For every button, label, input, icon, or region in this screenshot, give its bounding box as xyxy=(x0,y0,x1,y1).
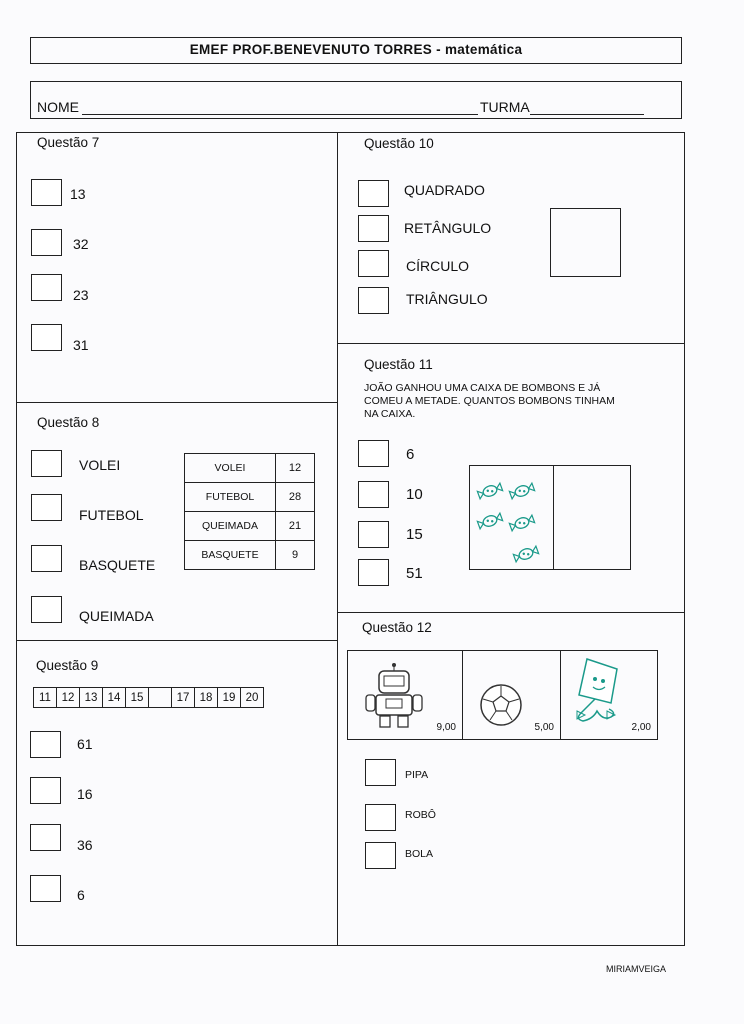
q8-option-2: FUTEBOL xyxy=(79,507,144,523)
q7-title: Questão 7 xyxy=(37,135,100,150)
table-row xyxy=(185,541,315,570)
q11-checkbox-4[interactable] xyxy=(358,559,389,586)
sequence-cell-missing[interactable] xyxy=(149,688,172,708)
square-shape xyxy=(550,208,621,277)
q10-title: Questão 10 xyxy=(364,136,434,151)
name-label: NOME xyxy=(37,99,79,115)
table-cell-value: 9 xyxy=(276,541,315,570)
q7-option-1: 13 xyxy=(70,186,86,202)
q11-checkbox-1[interactable] xyxy=(358,440,389,467)
toy-price: 5,00 xyxy=(534,722,554,733)
q10-option-1: QUADRADO xyxy=(404,182,485,198)
class-line[interactable] xyxy=(530,114,644,115)
class-label: TURMA xyxy=(480,99,530,115)
q12-checkbox-2[interactable] xyxy=(365,804,396,831)
divider-q8-q9 xyxy=(16,640,337,641)
q12-checkbox-1[interactable] xyxy=(365,759,396,786)
q12-option-2: ROBÔ xyxy=(405,809,436,821)
q9-number-sequence xyxy=(33,687,264,708)
q7-option-2: 32 xyxy=(73,236,89,252)
q10-option-3: CÍRCULO xyxy=(406,258,470,274)
column-divider xyxy=(337,132,338,946)
q11-prompt-line-2: COMEU A METADE. QUANTOS BOMBONS TINHAM xyxy=(364,395,615,407)
sequence-cell: 13 xyxy=(80,688,103,708)
q9-title: Questão 9 xyxy=(36,658,99,673)
author-credit: MIRIAMVEIGA xyxy=(606,964,667,974)
table-cell-value: 21 xyxy=(276,512,315,541)
q8-option-3: BASQUETE xyxy=(79,557,156,573)
toy-cell-ball xyxy=(463,651,561,740)
q7-option-4: 31 xyxy=(73,337,89,353)
toy-price: 2,00 xyxy=(631,722,651,733)
q11-option-4: 51 xyxy=(406,565,423,582)
q8-checkbox-2[interactable] xyxy=(31,494,62,521)
q7-option-3: 23 xyxy=(73,287,89,303)
q9-option-4: 6 xyxy=(77,887,85,903)
q10-checkbox-2[interactable] xyxy=(358,215,389,242)
kite-icon xyxy=(567,655,631,727)
q8-checkbox-4[interactable] xyxy=(31,596,62,623)
q11-prompt-line-3: NA CAIXA. xyxy=(364,408,416,420)
sequence-cell: 20 xyxy=(241,688,264,708)
candy-box-divider xyxy=(553,466,554,569)
table-cell-value: 12 xyxy=(276,454,315,483)
table-cell-label: FUTEBOL xyxy=(185,483,276,512)
toy-cell-kite xyxy=(561,651,658,740)
q10-checkbox-3[interactable] xyxy=(358,250,389,277)
robot-icon xyxy=(364,663,424,731)
q10-option-2: RETÂNGULO xyxy=(404,220,492,236)
sequence-cell: 11 xyxy=(34,688,57,708)
table-row xyxy=(185,512,315,541)
divider-q11-q12 xyxy=(337,612,685,613)
q9-checkbox-2[interactable] xyxy=(30,777,61,804)
q12-toy-prices xyxy=(347,650,658,740)
name-line[interactable] xyxy=(82,114,478,115)
divider-q10-q11 xyxy=(337,343,685,344)
q7-checkbox-2[interactable] xyxy=(31,229,62,256)
sequence-cell: 12 xyxy=(57,688,80,708)
q8-checkbox-1[interactable] xyxy=(31,450,62,477)
q8-data-table xyxy=(184,453,315,570)
q11-checkbox-3[interactable] xyxy=(358,521,389,548)
q11-prompt xyxy=(364,382,615,421)
q9-option-2: 16 xyxy=(77,786,93,802)
q11-option-1: 6 xyxy=(406,446,415,463)
q11-prompt-line-1: JOÃO GANHOU UMA CAIXA DE BOMBONS E JÁ xyxy=(364,382,601,394)
q8-option-4: QUEIMADA xyxy=(79,608,154,624)
q9-checkbox-4[interactable] xyxy=(30,875,61,902)
table-cell-label: BASQUETE xyxy=(185,541,276,570)
table-row xyxy=(185,483,315,512)
divider-q7-q8 xyxy=(16,402,337,403)
q12-checkbox-3[interactable] xyxy=(365,842,396,869)
q10-checkbox-4[interactable] xyxy=(358,287,389,314)
table-cell-label: VOLEI xyxy=(185,454,276,483)
sequence-cell: 18 xyxy=(195,688,218,708)
q8-option-1: VOLEI xyxy=(79,457,121,473)
q11-option-2: 10 xyxy=(406,486,423,503)
q12-option-1: PIPA xyxy=(405,769,429,781)
toy-price: 9,00 xyxy=(436,722,456,733)
q11-checkbox-2[interactable] xyxy=(358,481,389,508)
q11-option-3: 15 xyxy=(406,526,423,543)
sequence-cell: 15 xyxy=(126,688,149,708)
table-row xyxy=(185,454,315,483)
q10-option-4: TRIÂNGULO xyxy=(406,291,488,307)
candy-box xyxy=(469,465,631,570)
ball-icon xyxy=(479,683,523,727)
sequence-cell: 17 xyxy=(172,688,195,708)
page-title: EMEF PROF.BENEVENUTO TORRES - matemática xyxy=(189,42,523,57)
q12-option-3: BOLA xyxy=(405,848,434,860)
q8-title: Questão 8 xyxy=(37,415,100,430)
q9-checkbox-1[interactable] xyxy=(30,731,61,758)
q9-checkbox-3[interactable] xyxy=(30,824,61,851)
table-cell-value: 28 xyxy=(276,483,315,512)
q9-option-1: 61 xyxy=(77,736,93,752)
q8-checkbox-3[interactable] xyxy=(31,545,62,572)
q9-option-3: 36 xyxy=(77,837,93,853)
q11-title: Questão 11 xyxy=(364,357,433,372)
toy-cell-robot xyxy=(348,651,463,740)
q7-checkbox-1[interactable] xyxy=(31,179,62,206)
q7-checkbox-4[interactable] xyxy=(31,324,62,351)
table-cell-label: QUEIMADA xyxy=(185,512,276,541)
q12-title: Questão 12 xyxy=(362,620,432,635)
q7-checkbox-3[interactable] xyxy=(31,274,62,301)
sequence-cell: 19 xyxy=(218,688,241,708)
q10-checkbox-1[interactable] xyxy=(358,180,389,207)
candy-icons xyxy=(470,466,552,569)
sequence-cell: 14 xyxy=(103,688,126,708)
